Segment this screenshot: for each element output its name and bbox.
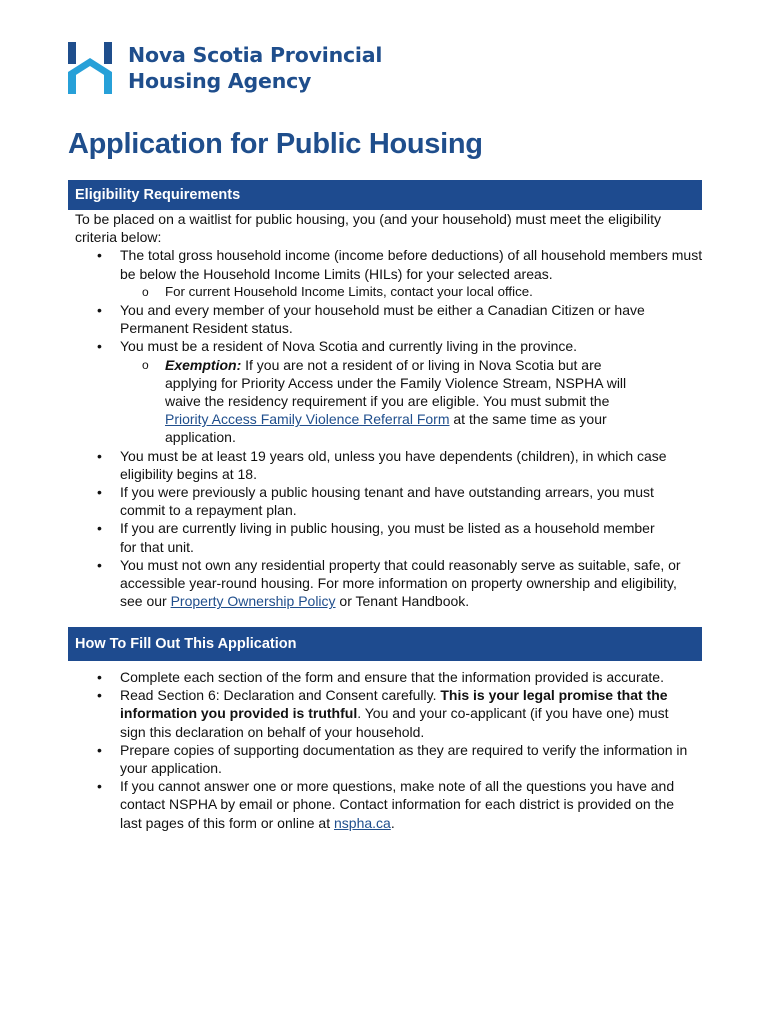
- list-item: [75, 246, 703, 301]
- read-step-a: Read Section 6: Declaration and Consent carefully.: [120, 687, 441, 704]
- list-item: [75, 337, 695, 446]
- eligibility-content: [75, 210, 703, 610]
- resident-criterion: You must be a resident of Nova Scotia and currently living in the province.: [120, 338, 578, 355]
- agency-name-line2: Housing Agency: [128, 69, 312, 93]
- eligibility-heading: Eligibility Requirements: [68, 180, 702, 210]
- property-end: or Tenant Handbook.: [335, 593, 470, 610]
- complete-step: Complete each section of the form and ensure that the information provided is accurate.: [120, 669, 664, 685]
- property-ownership-policy-link[interactable]: Property Ownership Policy: [170, 593, 336, 610]
- legal-promise-text: This is your legal promise that the information you provided is truthful: [120, 687, 668, 722]
- exemption-text: If you are not a resident of or living in Nova Scotia but are applying for Priority Access under the Family Violence Stream, NSPHA will waive the residency requirement if you are eligible. You must submit the: [165, 356, 627, 410]
- list-item: [75, 777, 695, 832]
- prepare-step: Prepare copies of supporting documentation as they are required to verify the information in your application.: [120, 741, 688, 777]
- eligibility-list: [75, 246, 703, 610]
- listed-criterion: If you are currently living in public housing, you must be listed as a household member for that unit.: [120, 520, 655, 555]
- agency-name: [128, 42, 382, 94]
- income-subitem: For current Household Income Limits, contact your local office.: [165, 283, 533, 299]
- income-sublist: [120, 283, 695, 301]
- list-item: [75, 741, 695, 777]
- page-title: Application for Public Housing: [68, 128, 483, 160]
- list-item: [75, 556, 695, 611]
- resident-sublist: [120, 356, 695, 447]
- property-criterion: You must not own any residential property that could reasonably serve as suitable, safe, or accessible year-round housing. For more information on property ownership and eligibility, see our: [120, 556, 681, 610]
- list-item: [75, 447, 695, 483]
- agency-name-line1: Nova Scotia Provincial: [128, 43, 383, 67]
- list-item: [120, 356, 695, 447]
- read-step-b: . You and your co-applicant (if you have one) must sign this declaration on behalf of your household.: [120, 705, 669, 740]
- howto-list: [75, 668, 695, 832]
- arrears-criterion: If you were previously a public housing tenant and have outstanding arrears, you must commit to a repayment plan.: [120, 484, 654, 519]
- cannot-answer-step: If you cannot answer one or more questions, make note of all the questions you have and contact NSPHA by email or phone. Contact information for each district is provided on the last pages of this form or online at: [120, 778, 675, 831]
- cannot-answer-end: .: [390, 814, 395, 831]
- list-item: [120, 283, 695, 301]
- howto-heading: How To Fill Out This Application: [68, 627, 702, 661]
- howto-content: [75, 668, 695, 832]
- agency-logo: [68, 42, 382, 94]
- eligibility-intro: To be placed on a waitlist for public housing, you (and your household) must meet the eligibility criteria below:: [75, 211, 661, 246]
- exemption-label: Exemption:: [165, 356, 242, 373]
- list-item: [75, 301, 695, 337]
- exemption-end: at the same time as your application.: [165, 411, 607, 446]
- nspha-website-link[interactable]: nspha.ca: [334, 814, 391, 831]
- list-item: [75, 686, 695, 741]
- citizen-criterion: You and every member of your household must be either a Canadian Citizen or have Permanent Resident status.: [120, 302, 645, 337]
- house-h-logo-icon: [68, 42, 112, 94]
- family-violence-referral-form-link[interactable]: Priority Access Family Violence Referral Form: [165, 411, 450, 428]
- list-item: [75, 483, 695, 519]
- age-criterion: You must be at least 19 years old, unless you have dependents (children), in which case eligibility begins at 18.: [120, 447, 667, 482]
- list-item: [75, 519, 695, 555]
- income-criterion: The total gross household income (income before deductions) of all household members must be below the Household Income Limits (HILs) for your selected areas.: [120, 247, 703, 282]
- list-item: [75, 668, 695, 686]
